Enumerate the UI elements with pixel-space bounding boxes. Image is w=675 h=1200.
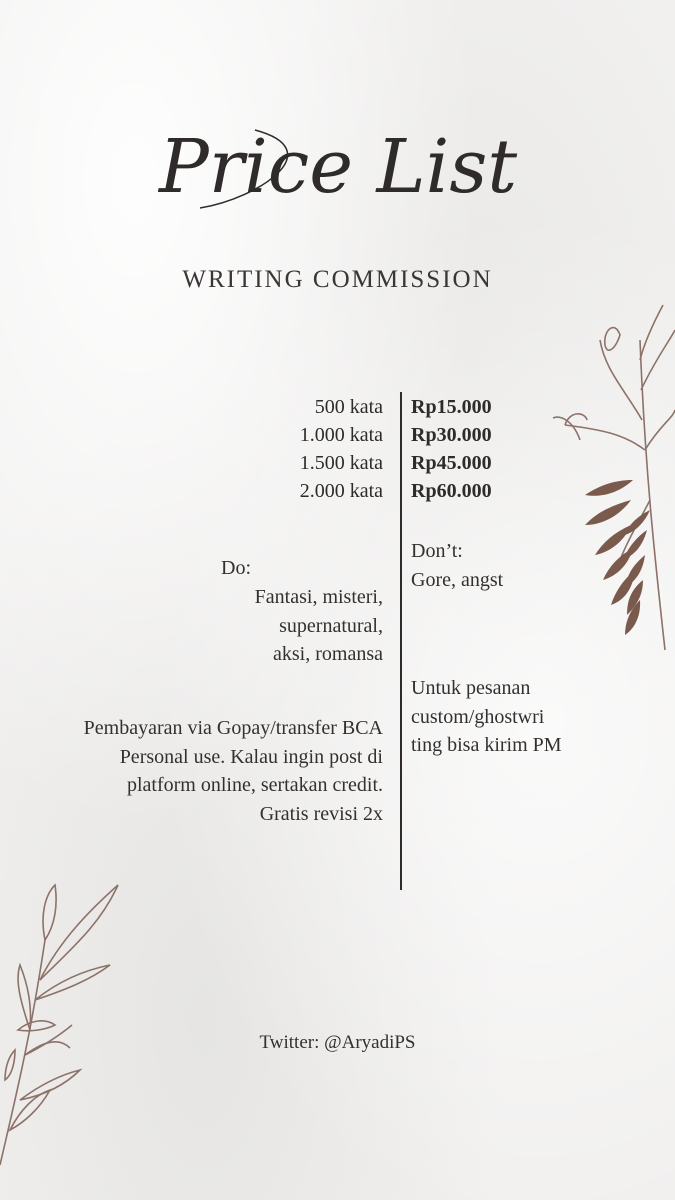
custom-line: custom/ghostwri: [411, 705, 545, 728]
column-divider: [400, 392, 402, 890]
floral-branch-right-icon: [545, 300, 675, 660]
title-text: Price List: [158, 124, 518, 210]
custom-order-note: [411, 674, 562, 760]
twitter-handle: Twitter: @AryadiPS: [259, 1032, 416, 1053]
dont-line: Gore, angst: [411, 568, 504, 591]
terms-list: [84, 714, 383, 828]
price-words-2: 1.000 kata: [299, 424, 383, 446]
floral-branch-left-icon: [0, 880, 130, 1170]
price-value-3: Rp45.000: [411, 452, 492, 474]
terms-line: Pembayaran via Gopay/transfer BCA: [83, 717, 383, 739]
do-line: supernatural,: [279, 614, 383, 637]
terms-line: Gratis revisi 2x: [259, 802, 383, 825]
price-words-1: 500 kata: [314, 396, 383, 418]
price-list-title: [0, 90, 675, 240]
custom-line: ting bisa kirim PM: [411, 734, 562, 756]
terms-line: Personal use. Kalau ingin post di: [119, 745, 383, 768]
price-value-4: Rp60.000: [411, 480, 492, 502]
price-words-4: 2.000 kata: [299, 480, 383, 502]
terms-line: platform online, sertakan credit.: [126, 774, 383, 796]
do-heading: Do:: [221, 557, 251, 579]
subtitle: WRITING COMMISSION: [182, 266, 493, 293]
do-line: Fantasi, misteri,: [254, 586, 383, 608]
dont-heading: Don’t:: [411, 540, 463, 562]
do-list: [255, 583, 383, 669]
price-value-2: Rp30.000: [411, 424, 492, 446]
price-words-3: 1.500 kata: [299, 452, 383, 474]
price-value-1: Rp15.000: [411, 396, 492, 418]
custom-line: Untuk pesanan: [411, 677, 531, 699]
do-line: aksi, romansa: [273, 643, 383, 665]
dont-section: [411, 537, 503, 594]
